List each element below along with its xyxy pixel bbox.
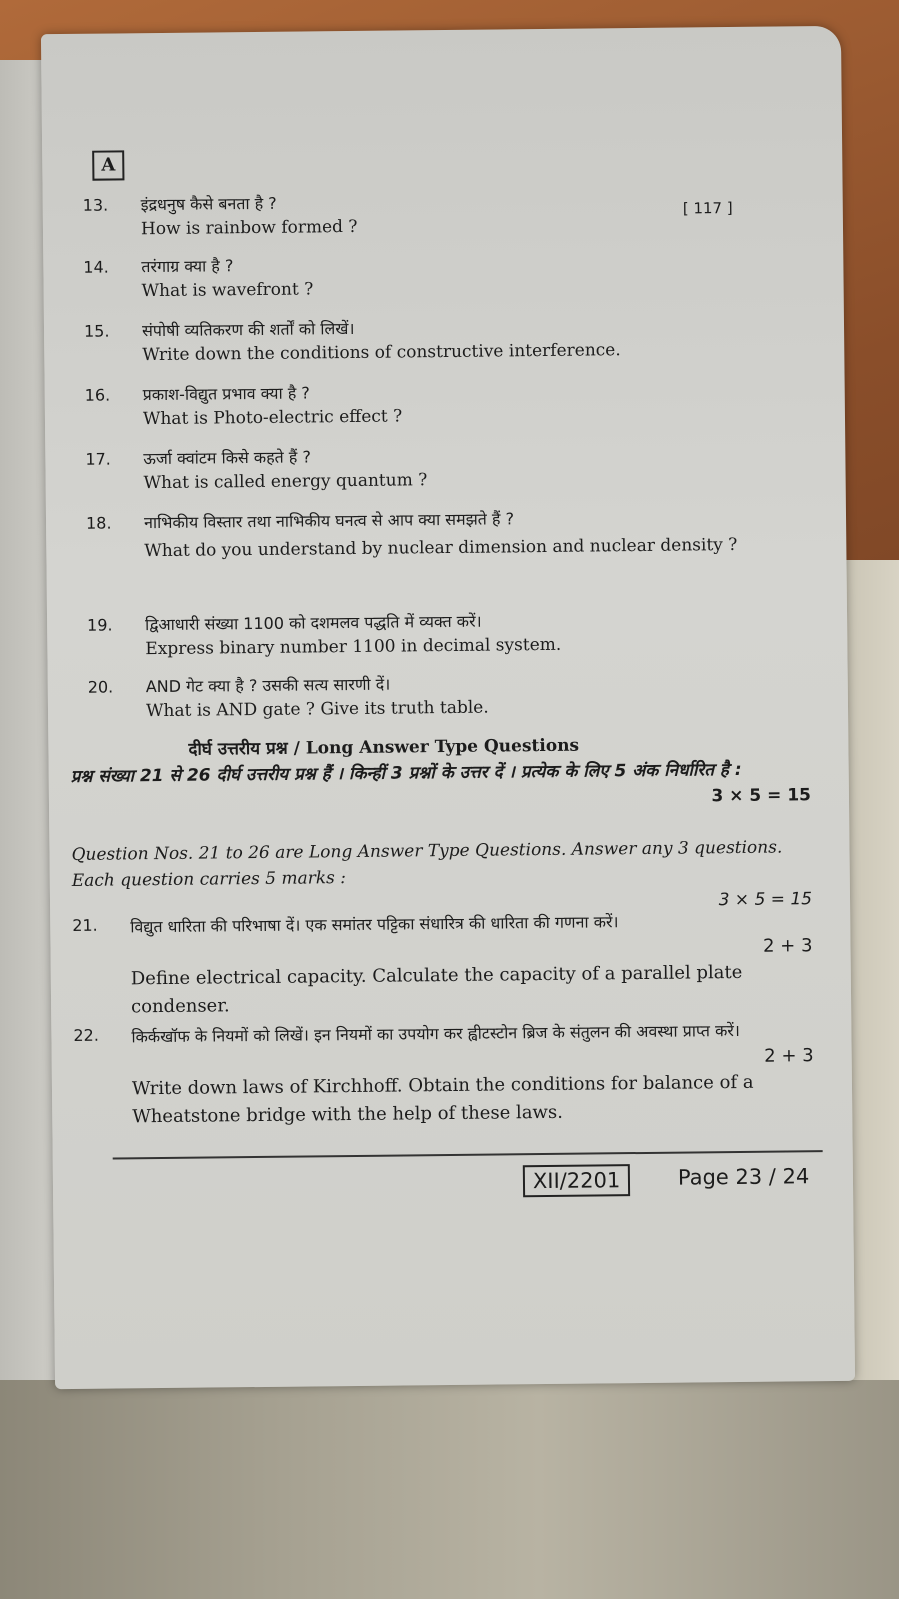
footer-rule: [113, 1150, 823, 1159]
question-18: [86, 504, 807, 564]
instructions-english-text: Question Nos. 21 to 26 are Long Answer Type Questions. Answer any 3 questions. Each question carries 5 marks :: [71, 837, 783, 891]
set-label-box: A: [92, 150, 124, 180]
question-number: 13.: [82, 195, 109, 215]
question-hindi: संपोषी व्यतिकरण की शर्तों को लिखें।: [141, 318, 355, 341]
instructions-hindi-marks: 3 × 5 = 15: [711, 785, 812, 807]
question-number: 18.: [85, 513, 112, 533]
question-number: 14.: [83, 257, 109, 277]
question-number: 22.: [73, 1025, 99, 1045]
question-number: 20.: [87, 677, 114, 697]
question-hindi: इंद्रधनुष कैसे बनता है ?: [140, 193, 277, 215]
question-13: [83, 186, 803, 242]
question-english: How is rainbow formed ?: [140, 216, 358, 240]
page-code: [ 117 ]: [682, 198, 733, 218]
question-english: What is AND gate ? Give its truth table.: [145, 697, 489, 722]
question-number: 17.: [85, 449, 111, 469]
question-number: 15.: [83, 321, 110, 341]
question-number: 16.: [84, 385, 111, 405]
question-hindi: तरंगाग्र क्या है ?: [141, 256, 234, 277]
question-22: [73, 1016, 814, 1132]
question-number: 21.: [72, 915, 98, 935]
question-hindi: किर्कखॉफ के नियमों को लिखें। इन नियमों का उपयोग कर ह्वीटस्टोन ब्रिज के संतुलन की अवस्था प्राप्त करें।: [131, 1020, 741, 1047]
question-hindi: AND गेट क्या है ? उसकी सत्य सारणी दें।: [145, 674, 391, 697]
question-english: What is called energy quantum ?: [143, 470, 428, 494]
instructions-hindi: [71, 756, 812, 816]
section-heading: [188, 731, 748, 760]
question-20: [88, 668, 808, 724]
paper-code: XII/2201: [523, 1164, 631, 1197]
question-hindi: प्रकाश-विद्युत प्रभाव क्या है ?: [142, 383, 310, 405]
question-english: What do you understand by nuclear dimension and nuclear density ?: [144, 534, 738, 562]
question-english: Define electrical capacity. Calculate the capacity of a parallel plate condenser.: [130, 961, 743, 1018]
instructions-english-marks: 3 × 5 = 15: [718, 889, 813, 911]
question-hindi: द्विआधारी संख्या 1100 को दशमलव पद्धति में व्यक्त करें।: [145, 611, 482, 635]
question-number: 19.: [87, 615, 113, 635]
section-heading-english: Long Answer Type Questions: [305, 735, 580, 759]
question-marks: 2 + 3: [762, 935, 813, 957]
question-hindi: विद्युत धारिता की परिभाषा दें। एक समांतर पट्टिका संधारित्र की धारिता की गणना करें।: [130, 912, 619, 937]
cloth-bottom: [0, 1380, 899, 1599]
page-number: Page 23 / 24: [677, 1164, 810, 1190]
question-16: [85, 376, 805, 432]
section-heading-separator: /: [287, 738, 306, 759]
section-heading-hindi: दीर्घ उत्तरीय प्रश्न: [188, 738, 288, 760]
question-14: [83, 248, 803, 304]
question-english: Write down the conditions of constructive interference.: [142, 340, 621, 366]
question-15: [84, 312, 804, 368]
question-english: What is Photo-electric effect ?: [142, 406, 403, 430]
question-17: [85, 440, 805, 496]
question-19: [87, 606, 807, 662]
question-hindi: ऊर्जा क्वांटम किसे कहते हैं ?: [143, 447, 312, 469]
question-marks: 2 + 3: [764, 1045, 814, 1067]
exam-page: [41, 26, 855, 1389]
instructions-hindi-text: प्रश्न संख्या 21 से 26 दीर्घ उत्तरीय प्रश्न हैं । किन्हीं 3 प्रश्नों के उत्तर दें । प्रत्येक के लिए 5 अंक निर्धारित है :: [70, 759, 742, 787]
question-english: Express binary number 1100 in decimal system.: [145, 634, 562, 660]
question-english: What is wavefront ?: [141, 279, 314, 302]
question-21: [72, 906, 813, 1022]
question-hindi: नाभिकीय विस्तार तथा नाभिकीय घनत्व से आप क्या समझते हैं ?: [143, 509, 515, 533]
question-english: Write down laws of Kirchhoff. Obtain the conditions for balance of a Wheatstone bridge with the help of these laws.: [131, 1071, 754, 1128]
